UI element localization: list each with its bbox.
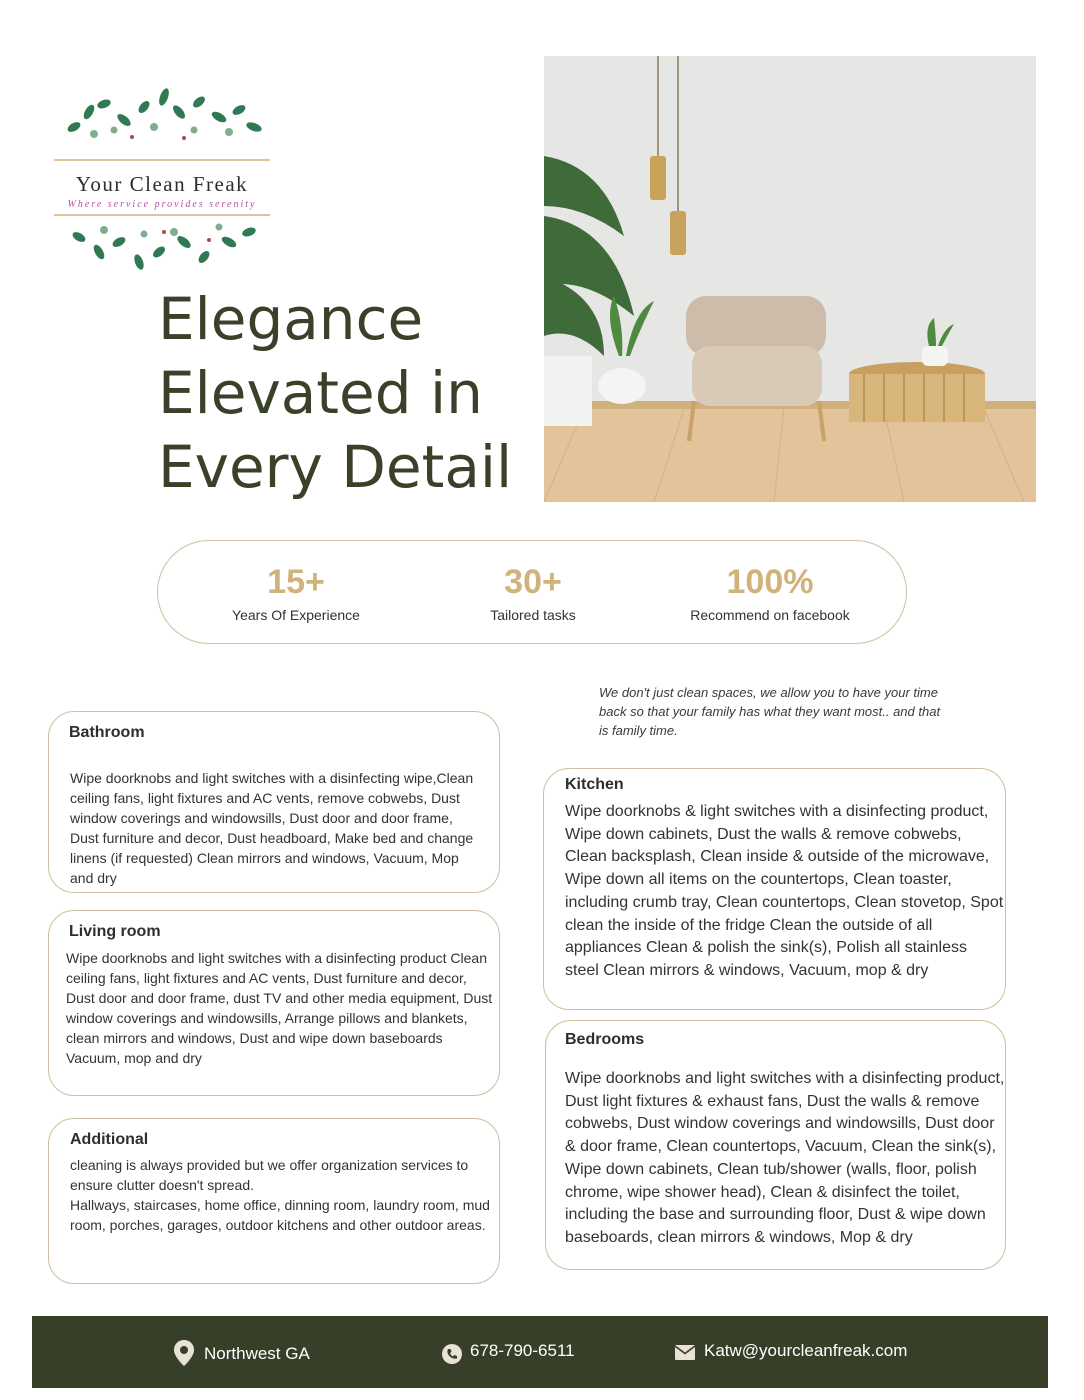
stat-value: 100% bbox=[726, 563, 814, 601]
contact-footer bbox=[32, 1316, 1048, 1388]
card-additional bbox=[48, 1118, 500, 1284]
stat-label: Years Of Experience bbox=[232, 607, 360, 623]
stat-recommend bbox=[650, 561, 890, 623]
card-text: Wipe doorknobs and light switches with a disinfecting wipe,Clean ceiling fans, light fixtures and AC vents, remove cobwebs, Dust window coverings and windowsills, Dust door and door frame, Dust furniture and decor, Dust headboard, Make bed and change linens (if requested) Clean mirrors and windows, Vacuum, Mop and dry bbox=[70, 770, 474, 886]
card-title: Kitchen bbox=[565, 776, 624, 793]
card-title: Living room bbox=[69, 923, 161, 940]
card-text: Wipe doorknobs and light switches with a disinfecting product, Dust light fixtures & exhaust fans, Dust the walls & remove cobwebs, Dust window coverings and windowsills, Dust door & door frame, Clean countertops, Vacuum, Clean the sink(s), Wipe down cabinets, Clean tub/shower (walls, floor, polish chrome, wipe shower head), Clean & disinfect the toilet, including the base and surrounding floor, Dust & wipe down baseboards, clean mirrors & windows, Mop & dry bbox=[565, 1070, 1005, 1246]
envelope-icon bbox=[675, 1345, 695, 1360]
stat-value: 30+ bbox=[504, 563, 562, 601]
stats-bar bbox=[157, 540, 907, 644]
footer-location: Northwest GA bbox=[204, 1344, 310, 1363]
card-text: Wipe doorknobs & light switches with a disinfecting product, Wipe down cabinets, Dust the walls & remove cobwebs, Clean backsplash, Clean inside & outside of the microwave, Wipe down all items on the countertops, Clean toaster, including crumb tray, Clean countertops, Clean stovetop, Spot clean the inside of the fridge Clean the outside of all appliances Clean & polish the sink(s), Polish all stainless steel Clean mirrors & windows, Vacuum, mop & dry bbox=[565, 803, 1004, 979]
brand-tagline: Where service provides serenity bbox=[67, 199, 257, 210]
brand-name: Your Clean Freak bbox=[75, 172, 249, 196]
headline-line-3: Every Detail bbox=[158, 433, 513, 501]
card-kitchen bbox=[543, 768, 1006, 1010]
stat-tasks bbox=[413, 561, 653, 623]
stat-label: Tailored tasks bbox=[490, 607, 576, 623]
card-bedrooms bbox=[545, 1020, 1006, 1270]
card-title: Additional bbox=[70, 1131, 149, 1148]
brand-logo bbox=[44, 82, 280, 296]
stat-label: Recommend on facebook bbox=[690, 607, 850, 623]
card-text: Wipe doorknobs and light switches with a disinfecting product Clean ceiling fans, light fixtures and AC vents, Dust furniture and decor, Dust door and door frame, dust TV and other media equipment, Dust window coverings and windowsills, Arrange pillows and blankets, clean mirrors and windows, Dust and wipe down baseboards Vacuum, mop and dry bbox=[66, 950, 493, 1066]
card-title: Bedrooms bbox=[565, 1031, 645, 1048]
interior-photo bbox=[544, 56, 1036, 502]
stat-value: 15+ bbox=[267, 563, 325, 601]
headline-line-1: Elegance bbox=[158, 285, 424, 353]
card-bathroom bbox=[48, 711, 500, 893]
page-headline bbox=[158, 282, 518, 504]
map-pin-icon bbox=[174, 1340, 194, 1366]
footer-email[interactable]: Katw@yourcleanfreak.com bbox=[704, 1341, 908, 1360]
phone-icon bbox=[441, 1343, 463, 1365]
stat-experience bbox=[176, 561, 416, 623]
headline-line-2: Elevated in bbox=[158, 359, 483, 427]
card-text: cleaning is always provided but we offer organization services to ensure clutter doesn't spread. Hallways, staircases, home office, dinning room, laundry room, mud room, porches, garages, outdoor kitchens and other outdoor areas. bbox=[70, 1157, 490, 1233]
card-title: Bathroom bbox=[69, 724, 145, 741]
card-living-room bbox=[48, 910, 500, 1096]
tagline-quote: We don't just clean spaces, we allow you to have your time back so that your family has what they want most.. and that is family time. bbox=[599, 685, 941, 738]
footer-phone[interactable]: 678-790-6511 bbox=[470, 1341, 575, 1360]
